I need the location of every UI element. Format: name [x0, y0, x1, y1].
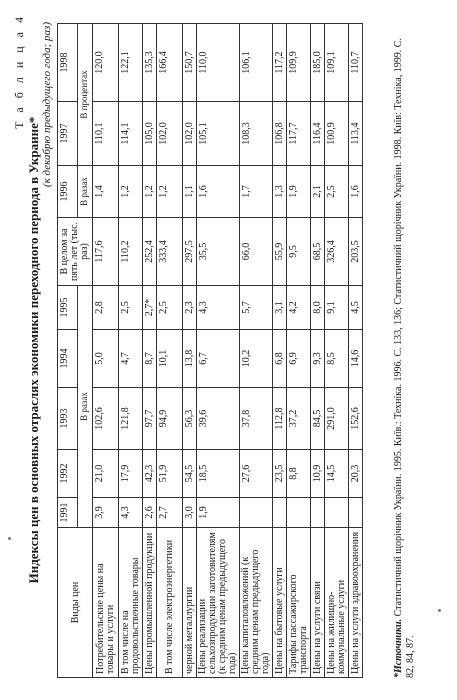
table-cell: 94,9	[157, 388, 183, 450]
table-cell: 102,0	[157, 102, 183, 166]
table-cell: 110,2	[119, 218, 143, 286]
table-cell: 135,3	[143, 24, 157, 102]
table-cell: 2,7	[157, 498, 183, 528]
table-row	[349, 24, 363, 678]
table-row	[240, 24, 273, 678]
table-cell: 17,9	[119, 450, 143, 498]
table-cell: 1,4	[93, 166, 119, 218]
table-cell: 2,8	[93, 286, 119, 330]
header-year: 1995	[58, 286, 78, 330]
table-cell: 105,1	[197, 102, 240, 166]
table-cell: 105,0	[143, 102, 157, 166]
table-subtitle: (к декабрю предыдущего года; раз)	[41, 22, 53, 188]
table-cell: 110,0	[197, 24, 240, 102]
row-label: Цены реализации сельхозпродукции заготовителям (к средним ценам предыдущего года)	[197, 528, 240, 678]
table-cell: 42,3	[143, 450, 157, 498]
header-year: 1991	[58, 498, 78, 528]
table-row	[311, 24, 325, 678]
table-cell: 117,7	[287, 102, 311, 166]
table-cell: 121,8	[119, 388, 143, 450]
table-cell: 2,5	[119, 286, 143, 330]
table-cell: 14,5	[325, 450, 349, 498]
table-cell: 55,9	[273, 218, 287, 286]
table-cell: 1,1	[183, 166, 197, 218]
table-cell: 3,1	[273, 286, 287, 330]
table-cell: 1,2	[143, 166, 157, 218]
table-cell: 10,1	[157, 330, 183, 388]
table-cell: 333,4	[157, 218, 183, 286]
table-row	[157, 24, 183, 678]
table-cell: 54,5	[183, 450, 197, 498]
table-cell: 252,4	[143, 218, 157, 286]
table-cell: 2,5	[325, 166, 349, 218]
table-title: Индексы цен в основных отраслях экономики переходного периода в Украине*	[26, 116, 41, 584]
table-cell: 112,8	[273, 388, 287, 450]
table-cell: 5,0	[93, 330, 119, 388]
table-cell: 84,5	[311, 388, 325, 450]
table-cell: 35,5	[197, 218, 240, 286]
price-index-table	[57, 23, 363, 678]
table-cell: 8,7	[143, 330, 157, 388]
table-cell: 6,9	[287, 330, 311, 388]
table-row	[197, 24, 240, 678]
table-cell: 117,2	[273, 24, 287, 102]
table-cell	[311, 498, 325, 528]
table-cell: 2,1	[311, 166, 325, 218]
row-label: В том числе электроэнергетики	[157, 528, 183, 678]
row-label: Цены на услуги здравоохранения	[349, 528, 363, 678]
table-cell	[349, 498, 363, 528]
table-cell: 10,9	[311, 450, 325, 498]
table-cell: 108,3	[240, 102, 273, 166]
table-cell: 9,1	[325, 286, 349, 330]
header-year: 1997	[58, 102, 78, 166]
table-cell: 297,5	[183, 218, 197, 286]
table-row	[273, 24, 287, 678]
table-cell: 106,8	[273, 102, 287, 166]
row-label: Цены на бытовые услуги	[273, 528, 287, 678]
table-row	[325, 24, 349, 678]
table-cell: 326,4	[325, 218, 349, 286]
table-cell: 4,3	[119, 498, 143, 528]
table-cell: 68,5	[311, 218, 325, 286]
table-cell: 9,3	[311, 330, 325, 388]
table-cell: 56,3	[183, 388, 197, 450]
footnote-label: *Источники.	[393, 618, 404, 678]
table-cell: 114,1	[119, 102, 143, 166]
header-year: 1992	[58, 450, 78, 498]
table-cell: 109,9	[287, 24, 311, 102]
table-cell: 20,3	[349, 450, 363, 498]
row-label: Цены промышленной продукции	[143, 528, 157, 678]
table-cell: 203,5	[349, 218, 363, 286]
table-cell: 2,6	[143, 498, 157, 528]
footnote-text: Статистичний щорічник України. 1995. Київ.: Техніка. 1996. С. 133, 136; Статистичний щорічник України. 1998. Київ: Техніка, 1999. С. 82, 84, 87.	[393, 38, 416, 678]
header-year: 1993	[58, 388, 78, 450]
row-label: В том числе на продовольственные товары	[119, 528, 143, 678]
table-cell: 102,0	[183, 102, 197, 166]
table-row	[183, 24, 197, 678]
table-cell: 1,7	[240, 166, 273, 218]
table-cell: 4,5	[349, 286, 363, 330]
table-cell: 120,0	[93, 24, 119, 102]
header-year: 1996	[58, 166, 78, 218]
table-body	[93, 24, 363, 678]
unit-percent: В процентах	[78, 24, 93, 166]
table-cell: 1,3	[273, 166, 287, 218]
table-cell: 109,1	[325, 24, 349, 102]
table-cell: 1,6	[349, 166, 363, 218]
table-cell: 97,7	[143, 388, 157, 450]
unit-times-1996: В разах	[78, 166, 93, 218]
footnote	[393, 28, 417, 678]
table-cell: 6,8	[273, 330, 287, 388]
row-label: черной металлургии	[183, 528, 197, 678]
row-label: Цены на услуги связи	[311, 528, 325, 678]
table-cell: 13,8	[183, 330, 197, 388]
table-cell: 18,5	[197, 450, 240, 498]
table-cell: 8,0	[311, 286, 325, 330]
table-cell: 10,2	[240, 330, 273, 388]
table-cell: 4,2	[287, 286, 311, 330]
table-row	[287, 24, 311, 678]
table-cell: 152,6	[349, 388, 363, 450]
table-cell: 21,0	[93, 450, 119, 498]
table-cell: 1,6	[197, 166, 240, 218]
unit-times: В разах	[78, 286, 93, 528]
table-cell: 51,9	[157, 450, 183, 498]
table-cell: 122,1	[119, 24, 143, 102]
table-cell: 37,2	[287, 388, 311, 450]
table-cell: 9,5	[287, 218, 311, 286]
table-cell	[240, 498, 273, 528]
table-cell: 23,5	[273, 450, 287, 498]
scan-speck	[438, 609, 441, 612]
table-cell: 1,9	[287, 166, 311, 218]
table-cell: 106,1	[240, 24, 273, 102]
scan-speck	[8, 537, 11, 540]
header-year: 1994	[58, 330, 78, 388]
table-cell: 39,6	[197, 388, 240, 450]
table-cell: 4,3	[197, 286, 240, 330]
table-cell: 8,5	[325, 330, 349, 388]
table-cell: 4,7	[119, 330, 143, 388]
table-cell: 110,1	[93, 102, 119, 166]
table-cell: 2,5	[157, 286, 183, 330]
table-cell: 3,9	[93, 498, 119, 528]
table-cell: 3,0	[183, 498, 197, 528]
table-cell: 1,2	[157, 166, 183, 218]
table-cell: 66,0	[240, 218, 273, 286]
row-label: Цены на жилищно-коммунальные услуги	[325, 528, 349, 678]
table-row	[93, 24, 119, 678]
header-total: В целом за пять лет (тыс. раз)	[58, 218, 93, 286]
table-row	[119, 24, 143, 678]
table-cell: 2,7*	[143, 286, 157, 330]
table-cell: 117,6	[93, 218, 119, 286]
table-cell: 1,2	[119, 166, 143, 218]
row-label: Тарифы пассажирского транспорта	[287, 528, 311, 678]
table-cell	[325, 498, 349, 528]
table-cell: 185,0	[311, 24, 325, 102]
table-cell: 1,9	[197, 498, 240, 528]
table-row	[143, 24, 157, 678]
header-row	[58, 24, 78, 678]
table-number: Т а б л и ц а 4	[12, 14, 26, 129]
table-cell: 166,4	[157, 24, 183, 102]
table-cell: 110,7	[349, 24, 363, 102]
table-cell: 27,6	[240, 450, 273, 498]
table-cell: 37,8	[240, 388, 273, 450]
table-cell: 5,7	[240, 286, 273, 330]
row-label: Потребительские цены на товары и услуги	[93, 528, 119, 678]
table-cell: 150,7	[183, 24, 197, 102]
row-label: Цены капиталовложений (к средним ценам предыдущего года)	[240, 528, 273, 678]
table-cell: 291,0	[325, 388, 349, 450]
table-cell	[287, 498, 311, 528]
table-cell: 14,6	[349, 330, 363, 388]
table-cell: 116,4	[311, 102, 325, 166]
header-row-label: Виды цен	[58, 528, 93, 678]
header-year: 1998	[58, 24, 78, 102]
table-cell: 6,7	[197, 330, 240, 388]
table-cell: 100,9	[325, 102, 349, 166]
table-cell: 113,4	[349, 102, 363, 166]
table-cell: 2,3	[183, 286, 197, 330]
table-cell: 8,8	[287, 450, 311, 498]
table-cell: 102,6	[93, 388, 119, 450]
table-cell	[273, 498, 287, 528]
